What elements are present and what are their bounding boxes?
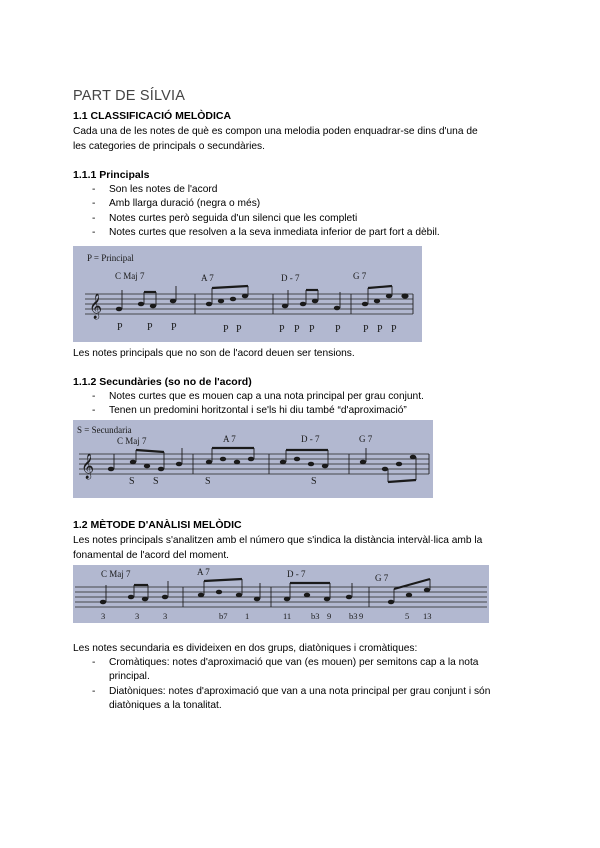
analysis-mark: b7 — [219, 611, 228, 621]
list-item: - Amb llarga duració (negra o més) — [73, 197, 533, 211]
analysis-mark: S — [129, 476, 135, 487]
paragraph-1-2-line-1: Les notes principals s'analitzen amb el número que s'indica la distància intervàl·lica amb la — [73, 535, 483, 546]
chord-label: C Maj 7 — [117, 436, 147, 446]
analysis-mark: P — [363, 324, 369, 335]
score-legend: S = Secundaria — [77, 425, 132, 435]
list-item-line: Diatòniques: notes d'aproximació que van a una nota principal per grau conjunt i són — [109, 685, 491, 697]
analysis-mark: 11 — [283, 611, 292, 621]
analysis-mark: 1 — [245, 611, 250, 621]
chord-label: C Maj 7 — [115, 271, 145, 281]
score-secundaria — [73, 420, 433, 498]
analysis-mark: P — [223, 324, 229, 335]
list-item: - Notes curtes però seguida d'un silenci que les completi — [73, 212, 533, 226]
score-secundaria-svg — [73, 420, 433, 498]
paragraph-principals-note: Les notes principals que no son de l'acord deuen ser tensions. — [73, 348, 355, 359]
list-item-line: diatòniques a la tonalitat. — [109, 700, 222, 712]
chord-label: G 7 — [375, 573, 389, 583]
chord-label: A 7 — [223, 434, 236, 444]
analysis-mark: P — [294, 324, 300, 335]
list-item: - Notes curtes que resolven a la seva inmediata inferior de part fort a dèbil. — [73, 226, 533, 240]
section-heading-1-1-2: 1.1.2 Secundàries (so no de l'acord) — [73, 376, 252, 388]
analysis-mark: 13 — [423, 611, 432, 621]
analysis-mark: S — [153, 476, 159, 487]
chord-label: D - 7 — [287, 569, 306, 579]
chord-label: G 7 — [359, 434, 373, 444]
paragraph-1-2-line-2: fonamental de l'acord del moment. — [73, 550, 229, 561]
analysis-mark: P — [377, 324, 383, 335]
list-item-line: principal. — [109, 671, 150, 683]
chord-label: C Maj 7 — [101, 569, 131, 579]
chord-label: G 7 — [353, 271, 367, 281]
analysis-mark: P — [279, 324, 285, 335]
paragraph-1-1-line-2: les categories de principals o secundàries. — [73, 141, 265, 152]
analysis-mark: P — [117, 322, 123, 333]
section-heading-1-1-1: 1.1.1 Principals — [73, 169, 150, 181]
chord-label: D - 7 — [301, 434, 320, 444]
analysis-mark: 9 — [327, 611, 332, 621]
chord-label: D - 7 — [281, 273, 300, 283]
analysis-mark: 3 — [135, 611, 140, 621]
list-item-line: Cromàtiques: notes d'aproximació que van (es mouen) per semitons cap a la nota — [109, 657, 479, 668]
analysis-mark: b3 — [349, 611, 358, 621]
paragraph-1-1-line-1: Cada una de les notes de què es compon una melodia poden enquadrar-se dins d'una de — [73, 126, 478, 137]
list-item — [73, 685, 533, 714]
principals-list — [73, 183, 533, 241]
analysis-mark: P — [147, 322, 153, 333]
paragraph-secondary-groups: Les notes secundaria es divideixen en dos grups, diatòniques i cromàtiques: — [73, 643, 418, 654]
analysis-mark: 3 — [163, 611, 168, 621]
score-principal-svg — [73, 246, 422, 342]
analysis-mark: P — [171, 322, 177, 333]
score-principal — [73, 246, 422, 342]
treble-clef-icon: 𝄞 — [89, 293, 103, 318]
analysis-mark: 5 — [405, 611, 410, 621]
list-item: - Notes curtes que es mouen cap a una nota principal per grau conjunt. — [73, 390, 533, 404]
section-heading-1-1: 1.1 CLASSIFICACIÓ MELÒDICA — [73, 110, 232, 122]
analysis-mark: b3 — [311, 611, 320, 621]
analysis-mark: P — [335, 324, 341, 335]
page-title: PART DE SÍLVIA — [73, 88, 186, 104]
secondaries-list — [73, 390, 533, 419]
analysis-mark: P — [391, 324, 397, 335]
treble-clef-icon: 𝄞 — [81, 453, 95, 478]
analysis-mark: 9 — [359, 611, 364, 621]
chord-label: A 7 — [197, 567, 210, 577]
chord-label: A 7 — [201, 273, 214, 283]
analysis-mark: P — [309, 324, 315, 335]
analysis-mark: P — [236, 324, 242, 335]
score-legend: P = Principal — [87, 253, 134, 263]
analysis-mark: S — [311, 476, 317, 487]
analysis-mark: S — [205, 476, 211, 487]
list-item: - Son les notes de l'acord — [73, 183, 533, 197]
score-analysis-svg — [73, 565, 489, 623]
secondary-groups-list — [73, 656, 533, 714]
list-item — [73, 656, 533, 685]
score-analysis — [73, 565, 489, 623]
list-item: - Tenen un predomini horitzontal i se'ls hi diu també “d'aproximació” — [73, 404, 533, 418]
analysis-mark: 3 — [101, 611, 106, 621]
section-heading-1-2: 1.2 MÈTODE D'ANÀLISI MELÒDIC — [73, 519, 242, 531]
